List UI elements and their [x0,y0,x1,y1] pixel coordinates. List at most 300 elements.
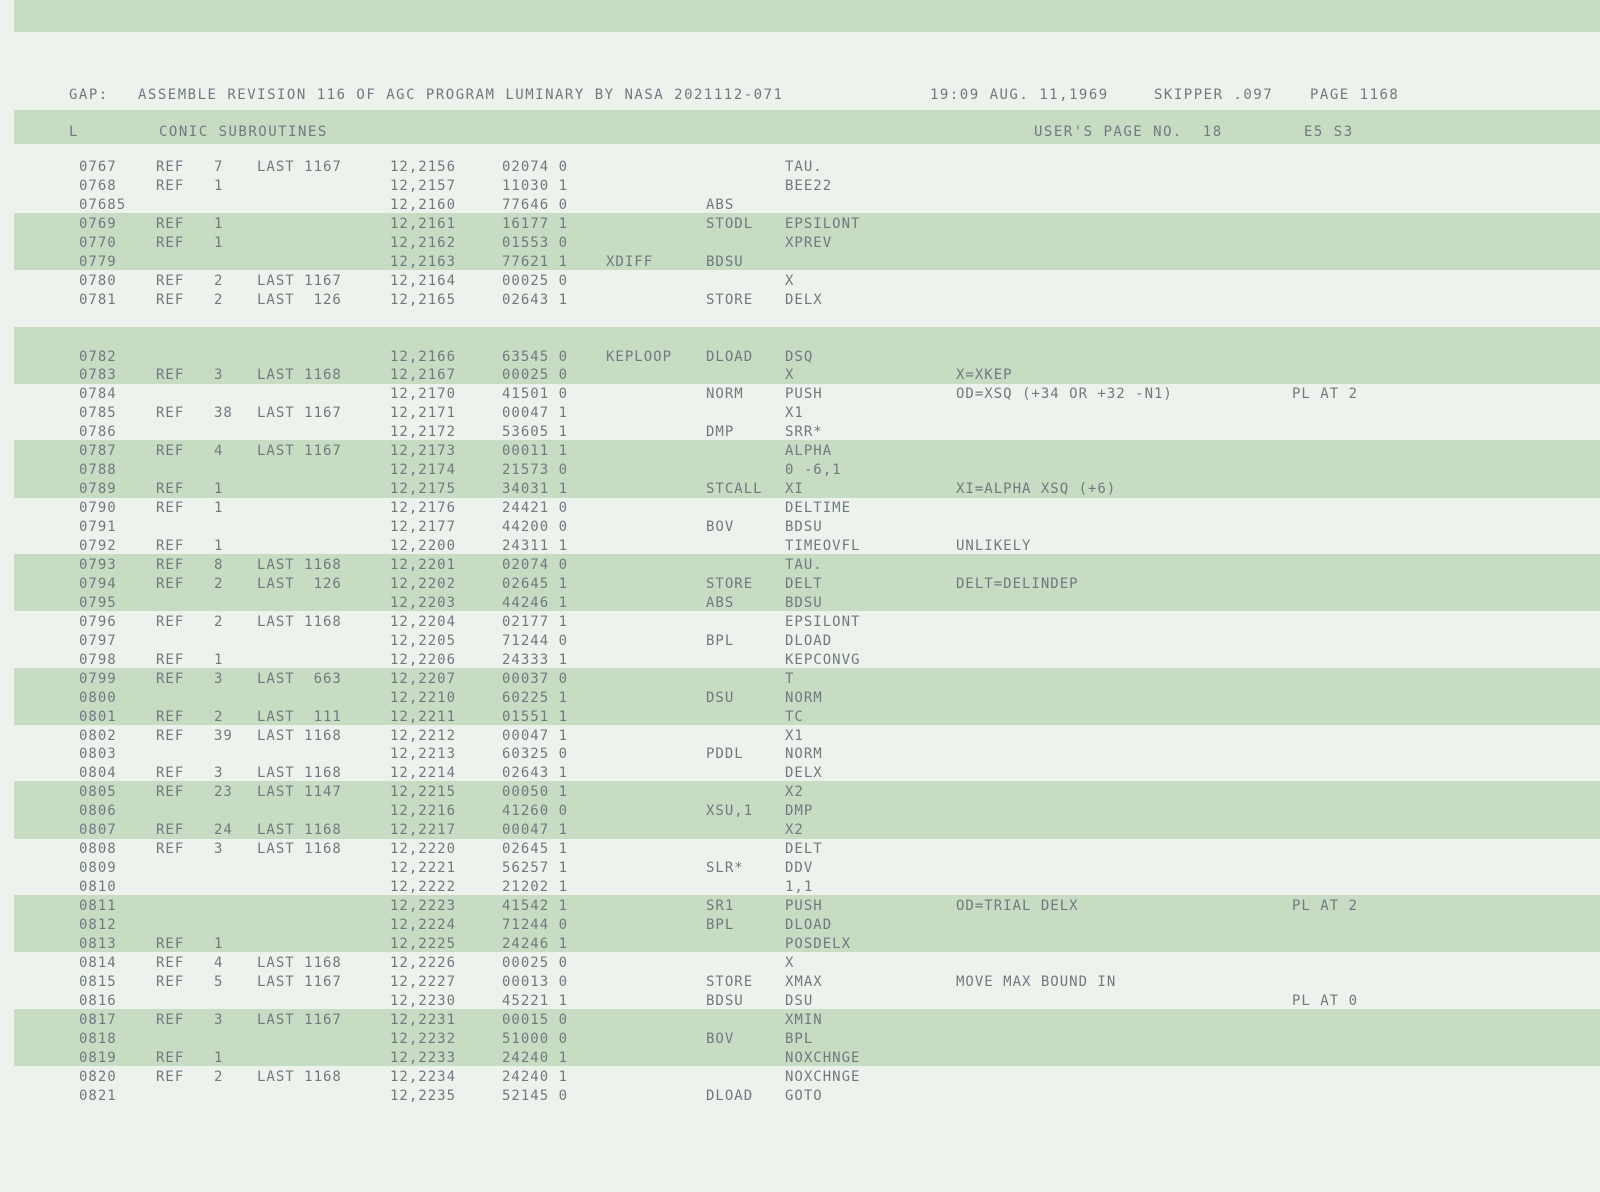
octal-code: 02177 1 [502,613,569,630]
octal-code: 11030 1 [502,177,569,194]
ref-tag: REF [156,272,185,289]
listing-row [14,556,1600,575]
opcode: NORM [706,386,744,403]
operand: DLOAD [785,917,833,933]
address: 12,2206 [390,651,457,668]
line-number: 0814 [79,954,117,971]
listing-row [14,632,1600,651]
line-number: 0800 [79,689,117,706]
address: 12,2201 [390,556,457,573]
line-number: 0792 [79,538,117,554]
listing-row [14,897,1600,916]
listing-row [14,594,1600,613]
octal-code: 34031 1 [502,481,569,498]
ref-count: 3 [214,841,224,858]
line-number: 0787 [79,443,117,460]
ref-tag: REF [156,765,185,782]
listing-row [14,480,1600,499]
operand: KEPCONVG [785,651,861,668]
line-number: 0818 [79,1030,117,1047]
octal-code: 24421 0 [502,500,569,517]
listing-row [14,253,1600,272]
ref-count: 1 [214,481,224,498]
operand: NORM [785,746,823,763]
line-number: 07685 [79,196,127,213]
line-number: 0797 [79,632,117,649]
address: 12,2171 [390,405,457,422]
line-number: 0789 [79,481,117,498]
operand: T [785,670,795,687]
operand: 1,1 [785,879,814,896]
line-number: 0796 [79,613,117,630]
line-number: 0780 [79,272,117,289]
comment: OD=XSQ (+34 OR +32 -N1) [956,386,1173,403]
address: 12,2217 [390,822,457,839]
address: 12,2157 [390,177,457,194]
address: 12,2232 [390,1030,457,1047]
line-number: 0813 [79,935,117,952]
last-ref: LAST 1168 [257,822,342,839]
ref-count: 2 [214,272,224,289]
ref-tag: REF [156,954,185,971]
ref-tag: REF [156,973,185,990]
line-number: 0770 [79,234,117,251]
line-number: 0795 [79,594,117,611]
opcode: DSU [706,689,735,706]
address: 12,2225 [390,935,457,952]
ref-tag: REF [156,405,185,422]
opcode: DMP [706,424,735,441]
address: 12,2213 [390,746,457,763]
operand: BDSU [785,594,823,611]
address: 12,2216 [390,803,457,820]
last-ref: LAST 126 [257,291,342,308]
octal-code: 00047 1 [502,405,569,422]
comment: MOVE MAX BOUND IN [956,973,1117,990]
address: 12,2220 [390,841,457,858]
address: 12,2205 [390,632,457,649]
last-ref: LAST 1168 [257,1068,342,1085]
operand: X1 [785,727,804,744]
ref-tag: REF [156,500,185,517]
line-number: 0808 [79,841,117,858]
opcode: STORE [706,291,754,308]
assembly-title: ASSEMBLE REVISION 116 OF AGC PROGRAM LUMINARY BY NASA 2021112-071 [138,87,784,103]
line-number: 0779 [79,253,117,270]
ref-tag: REF [156,234,185,251]
octal-code: 71244 0 [502,632,569,649]
octal-code: 00011 1 [502,443,569,460]
listing-row [14,1011,1600,1030]
operand: TC [785,708,804,725]
address: 12,2233 [390,1049,457,1066]
last-ref: LAST 1167 [257,973,342,990]
octal-code: 00015 0 [502,1011,569,1028]
ref-count: 23 [214,784,233,801]
ref-count: 2 [214,708,224,725]
octal-code: 02074 0 [502,556,569,573]
last-ref: LAST 663 [257,670,342,687]
line-number: 0782 [79,348,117,365]
operand: BPL [785,1030,814,1047]
skipper: SKIPPER .097 [1154,87,1274,103]
address: 12,2161 [390,215,457,232]
comment: DELT=DELINDEP [956,575,1079,592]
es-code: E5 S3 [1304,124,1354,140]
line-number: 0815 [79,973,117,990]
line-number: 0798 [79,651,117,668]
last-ref: LAST 111 [257,708,342,725]
listing-row [14,291,1600,310]
line-number: 0816 [79,992,117,1009]
last-ref: LAST 1168 [257,727,342,744]
comment: XI=ALPHA XSQ (+6) [956,481,1117,498]
ref-count: 2 [214,1068,224,1085]
ref-tag: REF [156,841,185,858]
octal-code: 24240 1 [502,1049,569,1066]
opcode: BPL [706,632,735,649]
listing-row [14,859,1600,878]
address: 12,2174 [390,462,457,479]
ref-tag: REF [156,1011,185,1028]
address: 12,2215 [390,784,457,801]
listing-row [14,670,1600,689]
octal-code: 02645 1 [502,841,569,858]
comment: UNLIKELY [956,538,1032,554]
address: 12,2224 [390,917,457,933]
ref-tag: REF [156,784,185,801]
operand: DLOAD [785,632,833,649]
address: 12,2222 [390,879,457,896]
octal-code: 00025 0 [502,954,569,971]
operand: X2 [785,822,804,839]
ref-count: 3 [214,765,224,782]
pushlist-note: PL AT 2 [1292,898,1359,915]
listing-row [14,158,1600,177]
symbol-label: KEPLOOP [606,348,673,365]
operand: XMAX [785,973,823,990]
octal-code: 01553 0 [502,234,569,251]
line-number: 0788 [79,462,117,479]
ref-tag: REF [156,215,185,232]
ref-count: 2 [214,613,224,630]
operand: XMIN [785,1011,823,1028]
line-number: 0805 [79,784,117,801]
address: 12,2175 [390,481,457,498]
last-ref: LAST 1168 [257,613,342,630]
ref-tag: REF [156,670,185,687]
address: 12,2235 [390,1087,457,1104]
ref-count: 3 [214,670,224,687]
operand: DELX [785,291,823,308]
listing-row [14,499,1600,518]
ref-count: 8 [214,556,224,573]
operand: TAU. [785,159,823,175]
opcode: BOV [706,519,735,536]
ref-tag: REF [156,822,185,839]
opcode: BDSU [706,992,744,1009]
header-line-2 [14,123,1600,142]
octal-code: 00037 0 [502,670,569,687]
operand: DDV [785,860,814,877]
ref-count: 1 [214,215,224,232]
opcode: ABS [706,594,735,611]
octal-code: 41542 1 [502,898,569,915]
last-ref: LAST 1167 [257,443,342,460]
ref-count: 1 [214,177,224,194]
line-number: 0769 [79,215,117,232]
line-number: 0791 [79,519,117,536]
operand: PUSH [785,898,823,915]
address: 12,2165 [390,291,457,308]
address: 12,2177 [390,519,457,536]
opcode: DLOAD [706,1087,754,1104]
ref-count: 1 [214,500,224,517]
address: 12,2156 [390,159,457,175]
ref-tag: REF [156,708,185,725]
listing-row [14,727,1600,746]
last-ref: LAST 1168 [257,954,342,971]
symbol-label: XDIFF [606,253,654,270]
operand: EPSILONT [785,613,861,630]
octal-code: 71244 0 [502,917,569,933]
operand: XI [785,481,804,498]
listing-row [14,404,1600,423]
address: 12,2163 [390,253,457,270]
comment: X=XKEP [956,367,1013,384]
ref-count: 3 [214,367,224,384]
opcode: XSU,1 [706,803,754,820]
opcode: STODL [706,215,754,232]
line-number: 0783 [79,367,117,384]
listing-row [14,177,1600,196]
ref-count: 2 [214,575,224,592]
opcode: SR1 [706,898,735,915]
listing-row [14,575,1600,594]
operand: X1 [785,405,804,422]
opcode: PDDL [706,746,744,763]
operand: XPREV [785,234,833,251]
operand: 0 -6,1 [785,462,842,479]
ref-tag: REF [156,575,185,592]
listing-row [14,215,1600,234]
line-number: 0767 [79,159,117,175]
octal-code: 00013 0 [502,973,569,990]
line-number: 0768 [79,177,117,194]
octal-code: 00025 0 [502,272,569,289]
line-number: 0810 [79,879,117,896]
listing-row [14,272,1600,291]
octal-code: 02643 1 [502,291,569,308]
operand: X [785,954,795,971]
line-number: 0811 [79,898,117,915]
line-number: 0812 [79,917,117,933]
octal-code: 02645 1 [502,575,569,592]
listing-row [14,764,1600,783]
address: 12,2221 [390,860,457,877]
last-ref: LAST 1167 [257,405,342,422]
line-number: 0803 [79,746,117,763]
operand: DELX [785,765,823,782]
users-page: USER'S PAGE NO. 18 [1034,124,1223,140]
operand: DMP [785,803,814,820]
operand: ALPHA [785,443,833,460]
pushlist-note: PL AT 0 [1292,992,1359,1009]
octal-code: 52145 0 [502,1087,569,1104]
ref-count: 1 [214,651,224,668]
ref-tag: REF [156,481,185,498]
operand: NOXCHNGE [785,1049,861,1066]
octal-code: 41501 0 [502,386,569,403]
listing-row [14,783,1600,802]
ref-tag: REF [156,538,185,554]
opcode: SLR* [706,860,744,877]
operand: TIMEOVFL [785,538,861,554]
line-number: 0817 [79,1011,117,1028]
octal-code: 24311 1 [502,538,569,554]
address: 12,2204 [390,613,457,630]
listing-row [14,385,1600,404]
octal-code: 00050 1 [502,784,569,801]
last-ref: LAST 1167 [257,1011,342,1028]
line-number: 0806 [79,803,117,820]
ref-tag: REF [156,613,185,630]
octal-code: 44246 1 [502,594,569,611]
address: 12,2173 [390,443,457,460]
operand: EPSILONT [785,215,861,232]
paper-band [14,327,1600,346]
ref-count: 5 [214,973,224,990]
listing-row [14,518,1600,537]
ref-count: 3 [214,1011,224,1028]
last-ref: LAST 1168 [257,556,342,573]
timestamp: 19:09 AUG. 11,1969 [930,87,1109,103]
line-number: 0785 [79,405,117,422]
listing-row [14,821,1600,840]
line-number: 0793 [79,556,117,573]
listing-row [14,461,1600,480]
comment: OD=TRIAL DELX [956,898,1079,915]
address: 12,2164 [390,272,457,289]
listing-row [14,954,1600,973]
address: 12,2227 [390,973,457,990]
operand: NOXCHNGE [785,1068,861,1085]
opcode: STORE [706,973,754,990]
octal-code: 24246 1 [502,935,569,952]
operand: PUSH [785,386,823,403]
header-line-1 [14,86,1600,105]
ref-count: 4 [214,954,224,971]
ref-tag: REF [156,291,185,308]
address: 12,2203 [390,594,457,611]
address: 12,2160 [390,196,457,213]
line-number: 0804 [79,765,117,782]
address: 12,2202 [390,575,457,592]
listing-row [14,935,1600,954]
listing-row [14,745,1600,764]
octal-code: 02074 0 [502,159,569,175]
listing-row [14,973,1600,992]
ref-tag: REF [156,367,185,384]
address: 12,2234 [390,1068,457,1085]
line-number: 0819 [79,1049,117,1066]
line-number: 0809 [79,860,117,877]
address: 12,2230 [390,992,457,1009]
operand: X [785,367,795,384]
ref-tag: REF [156,443,185,460]
last-ref: LAST 1168 [257,765,342,782]
opcode: BOV [706,1030,735,1047]
listing-page [14,0,1600,1192]
log-flag: L [69,124,79,140]
listing-row [14,537,1600,556]
operand: TAU. [785,556,823,573]
octal-code: 24333 1 [502,651,569,668]
listing-row [14,916,1600,935]
address: 12,2166 [390,348,457,365]
listing-row [14,442,1600,461]
ref-count: 1 [214,1049,224,1066]
line-number: 0784 [79,386,117,403]
line-number: 0786 [79,424,117,441]
address: 12,2211 [390,708,457,725]
octal-code: 24240 1 [502,1068,569,1085]
octal-code: 00047 1 [502,727,569,744]
octal-code: 16177 1 [502,215,569,232]
page-number: PAGE 1168 [1310,87,1400,103]
listing-row [14,366,1600,385]
listing-row [14,651,1600,670]
operand: DELTIME [785,500,852,517]
opcode: BDSU [706,253,744,270]
opcode: STORE [706,575,754,592]
address: 12,2170 [390,386,457,403]
octal-code: 60225 1 [502,689,569,706]
ref-count: 2 [214,291,224,308]
listing-row [14,348,1600,367]
operand: NORM [785,689,823,706]
octal-code: 00047 1 [502,822,569,839]
ref-tag: REF [156,935,185,952]
address: 12,2231 [390,1011,457,1028]
address: 12,2162 [390,234,457,251]
listing-row [14,1087,1600,1106]
line-number: 0794 [79,575,117,592]
listing-row [14,840,1600,859]
line-number: 0790 [79,500,117,517]
line-number: 0821 [79,1087,117,1104]
listing-row [14,234,1600,253]
opcode: STCALL [706,481,763,498]
ref-count: 1 [214,935,224,952]
line-number: 0820 [79,1068,117,1085]
octal-code: 01551 1 [502,708,569,725]
ref-tag: REF [156,556,185,573]
operand: DSQ [785,348,814,365]
ref-tag: REF [156,1068,185,1085]
operand: X2 [785,784,804,801]
line-number: 0807 [79,822,117,839]
opcode: BPL [706,917,735,933]
ref-tag: REF [156,159,185,175]
ref-count: 1 [214,234,224,251]
ref-count: 4 [214,443,224,460]
ref-count: 38 [214,405,233,422]
operand: BEE22 [785,177,833,194]
listing-row [14,613,1600,632]
listing-row [14,1068,1600,1087]
ref-count: 1 [214,538,224,554]
